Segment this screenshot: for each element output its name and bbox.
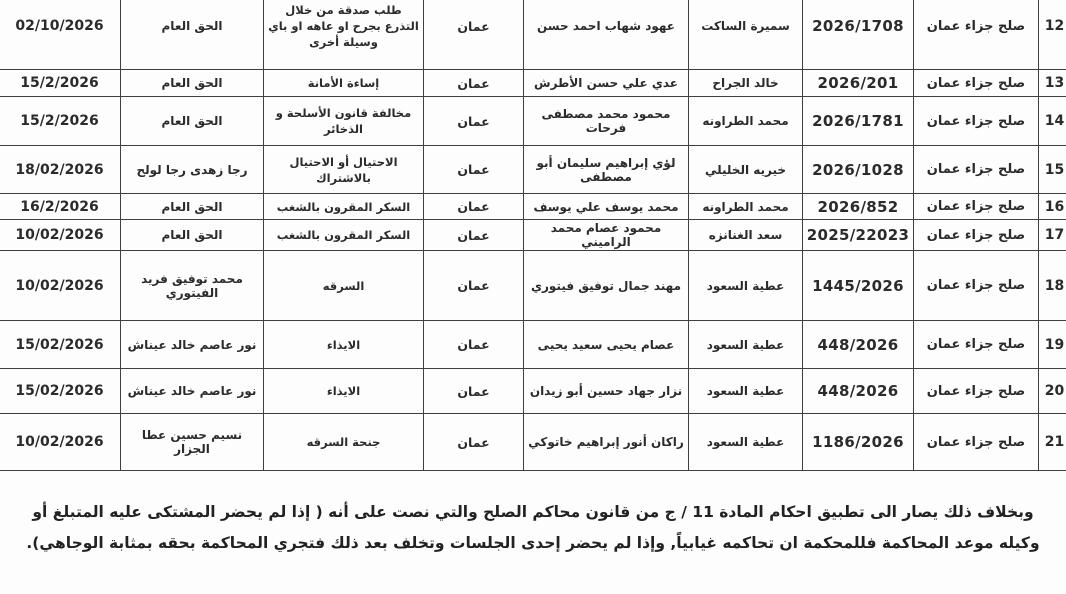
complainant-name-cell: الحق العام [121, 97, 264, 146]
charge-cell: طلب صدقة من خلال التذرع بجرح او عاهه او باي وسيلة أخرى [264, 0, 424, 70]
complainant-name-cell: نسيم حسين عطا الجزار [121, 414, 264, 471]
hearing-date-cell: 10/02/2026 [0, 414, 121, 471]
row-number-cell: 13 [1039, 70, 1066, 97]
row-number-cell: 17 [1039, 220, 1066, 251]
court-name-cell: صلح جزاء عمان [914, 414, 1039, 471]
complainant-name-cell: الحق العام [121, 220, 264, 251]
legal-note: وبخلاف ذلك يصار الى تطبيق احكام المادة 11 / ج من قانون محاكم الصلح والتي نصت على أنه ( إذا لم يحضر المشتكى عليه المتبلغ أو وكيله موعد المحاكمة فللمحكمة ان تحاكمه غيابياً, وإذا لم يحضر إحدى الجلسات وتخلف بعد ذلك فتجري المحاكمة بحقه بمثابة الوجاهي). [26, 503, 1040, 552]
case-number-cell: 2026/852 [803, 194, 914, 220]
complainant-name-cell: نور عاصم خالد عيناش [121, 321, 264, 369]
judge-name-cell: سعد الغنانزه [689, 220, 803, 251]
court-name-cell: صلح جزاء عمان [914, 97, 1039, 146]
court-name-cell: صلح جزاء عمان [914, 0, 1039, 70]
complainant-name-cell: الحق العام [121, 194, 264, 220]
charge-cell: الاحتيال أو الاحتيال بالاشتراك [264, 146, 424, 194]
case-number-cell: 2026/1028 [803, 146, 914, 194]
charge-cell: إساءة الأمانة [264, 70, 424, 97]
city-cell: عمان [424, 97, 524, 146]
hearing-date-cell: 15/02/2026 [0, 321, 121, 369]
judge-name-cell: محمد الطراونه [689, 97, 803, 146]
defendant-name-cell: راكان أنور إبراهيم خاتوكي [524, 414, 689, 471]
charge-cell: السكر المقرون بالشغب [264, 220, 424, 251]
row-number-cell: 20 [1039, 369, 1066, 414]
case-number-cell: 2026/201 [803, 70, 914, 97]
charge-cell: مخالفة قانون الأسلحة و الذخائر [264, 97, 424, 146]
defendant-name-cell: عدي علي حسن الأطرش [524, 70, 689, 97]
charge-cell: الايذاء [264, 321, 424, 369]
judge-name-cell: خالد الجراح [689, 70, 803, 97]
row-number-cell: 12 [1039, 0, 1066, 70]
case-number-cell: 1186/2026 [803, 414, 914, 471]
case-number-cell: 448/2026 [803, 369, 914, 414]
charge-cell: الايذاء [264, 369, 424, 414]
complainant-name-cell: نور عاصم خالد عيناش [121, 369, 264, 414]
row-number-cell: 19 [1039, 321, 1066, 369]
court-name-cell: صلح جزاء عمان [914, 321, 1039, 369]
defendant-name-cell: محمد يوسف علي يوسف [524, 194, 689, 220]
court-name-cell: صلح جزاء عمان [914, 146, 1039, 194]
row-number-cell: 15 [1039, 146, 1066, 194]
table-row [0, 70, 1066, 97]
city-cell: عمان [424, 321, 524, 369]
case-number-cell: 2026/1708 [803, 0, 914, 70]
row-number-cell: 21 [1039, 414, 1066, 471]
court-name-cell: صلح جزاء عمان [914, 251, 1039, 321]
row-number-cell: 18 [1039, 251, 1066, 321]
defendant-name-cell: نزار جهاد حسين أبو زيدان [524, 369, 689, 414]
city-cell: عمان [424, 414, 524, 471]
hearing-date-cell: 02/10/2026 [0, 0, 121, 70]
city-cell: عمان [424, 194, 524, 220]
court-name-cell: صلح جزاء عمان [914, 194, 1039, 220]
court-name-cell: صلح جزاء عمان [914, 369, 1039, 414]
complainant-name-cell: رجا زهدى رجا لولح [121, 146, 264, 194]
table-row [0, 0, 1066, 70]
charge-cell: السرقه [264, 251, 424, 321]
table-row [0, 251, 1066, 321]
court-name-cell: صلح جزاء عمان [914, 220, 1039, 251]
judge-name-cell: محمد الطراونه [689, 194, 803, 220]
hearing-date-cell: 15/2/2026 [0, 70, 121, 97]
complainant-name-cell: الحق العام [121, 70, 264, 97]
case-number-cell: 2026/1781 [803, 97, 914, 146]
hearing-date-cell: 15/02/2026 [0, 369, 121, 414]
city-cell: عمان [424, 369, 524, 414]
city-cell: عمان [424, 146, 524, 194]
charge-cell: جنحة السرقه [264, 414, 424, 471]
row-number-cell: 14 [1039, 97, 1066, 146]
city-cell: عمان [424, 0, 524, 70]
defendant-name-cell: محمود عصام محمد الراميني [524, 220, 689, 251]
defendant-name-cell: لؤي إبراهيم سليمان أبو مصطفى [524, 146, 689, 194]
complainant-name-cell: الحق العام [121, 0, 264, 70]
hearing-date-cell: 15/2/2026 [0, 97, 121, 146]
case-number-cell: 1445/2026 [803, 251, 914, 321]
hearing-date-cell: 18/02/2026 [0, 146, 121, 194]
judge-name-cell: سميرة الساكت [689, 0, 803, 70]
city-cell: عمان [424, 220, 524, 251]
city-cell: عمان [424, 70, 524, 97]
case-number-cell: 448/2026 [803, 321, 914, 369]
hearing-date-cell: 10/02/2026 [0, 251, 121, 321]
hearing-date-cell: 16/2/2026 [0, 194, 121, 220]
hearing-date-cell: 10/02/2026 [0, 220, 121, 251]
judge-name-cell: عطية السعود [689, 321, 803, 369]
judge-name-cell: عطية السعود [689, 414, 803, 471]
judge-name-cell: عطية السعود [689, 251, 803, 321]
charge-cell: السكر المقرون بالشغب [264, 194, 424, 220]
table-row [0, 321, 1066, 369]
judge-name-cell: خيريه الخليلي [689, 146, 803, 194]
complainant-name-cell: محمد توفيق فريد الفيتوري [121, 251, 264, 321]
table-row [0, 146, 1066, 194]
table-row [0, 414, 1066, 471]
table-row [0, 220, 1066, 251]
table-row [0, 194, 1066, 220]
table-row [0, 97, 1066, 146]
city-cell: عمان [424, 251, 524, 321]
defendant-name-cell: مهند جمال توفيق فيتوري [524, 251, 689, 321]
defendant-name-cell: عهود شهاب احمد حسن [524, 0, 689, 70]
case-number-cell: 2025/22023 [803, 220, 914, 251]
defendant-name-cell: محمود محمد مصطفى فرحات [524, 97, 689, 146]
defendant-name-cell: عصام يحيى سعيد يحيى [524, 321, 689, 369]
court-name-cell: صلح جزاء عمان [914, 70, 1039, 97]
row-number-cell: 16 [1039, 194, 1066, 220]
judge-name-cell: عطية السعود [689, 369, 803, 414]
table-row [0, 369, 1066, 414]
